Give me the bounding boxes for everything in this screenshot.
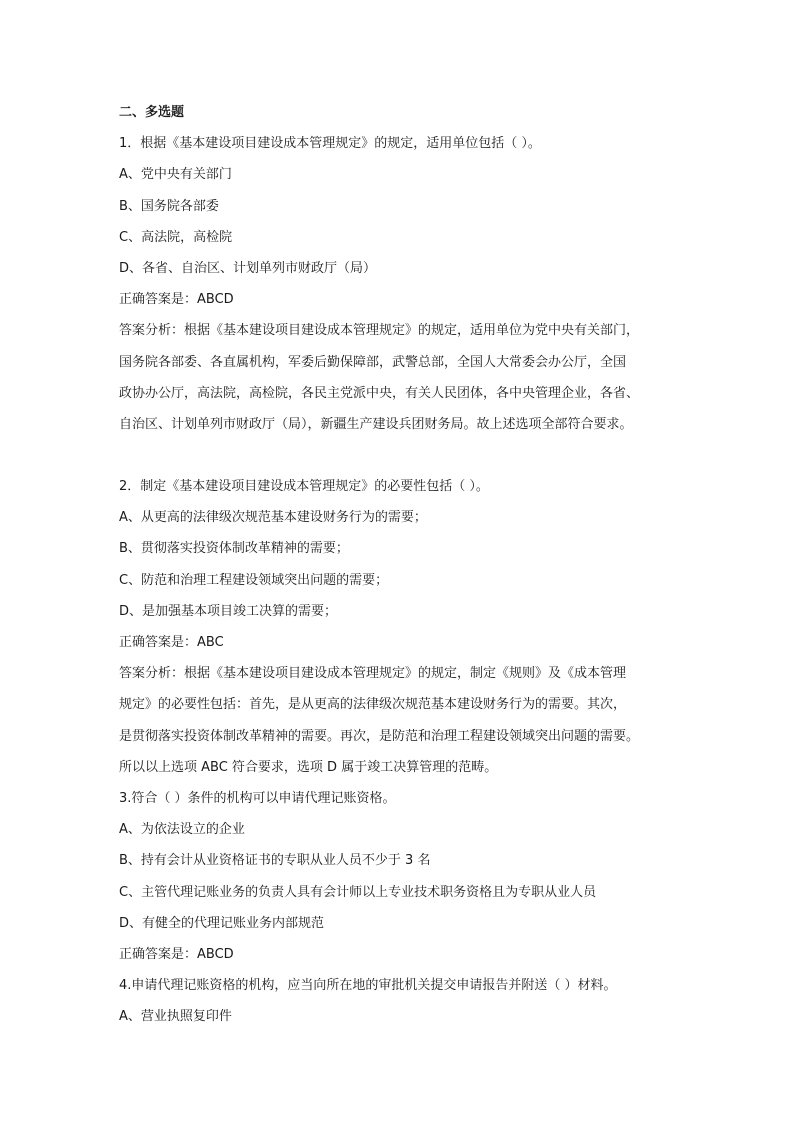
option-c: C、防范和治理工程建设领域突出问题的需要； [119, 572, 389, 588]
option-b: B、持有会计从业资格证书的专职从业人员不少于 3 名 [119, 853, 431, 869]
option-a: A、营业执照复印件 [119, 1009, 232, 1025]
option-d: D、是加强基本项目竣工决算的需要； [119, 603, 338, 619]
option-a: A、从更高的法律级次规范基本建设财务行为的需要； [119, 510, 427, 526]
correct-answer: 正确答案是：ABCD [119, 946, 234, 962]
question-stem: 3.符合（ ）条件的机构可以申请代理记账资格。 [119, 790, 396, 806]
section-title: 二、多选题 [119, 105, 185, 120]
analysis-line: 自治区、计划单列市财政厅（局），新疆生产建设兵团财务局。故上述选项全部符合要求。 [119, 416, 633, 432]
question-stem: 1．根据《基本建设项目建设成本管理规定》的规定，适用单位包括（ ）。 [119, 136, 541, 152]
option-a: A、党中央有关部门 [119, 167, 232, 183]
question-1 [119, 128, 694, 440]
option-a: A、为依法设立的企业 [119, 822, 245, 838]
spacer [119, 440, 694, 471]
analysis-line: 所以以上选项 ABC 符合要求，选项 D 属于竣工决算管理的范畴。 [119, 759, 498, 775]
analysis-line: 答案分析：根据《基本建设项目建设成本管理规定》的规定，制定《规则》及《成本管理 [119, 666, 627, 682]
analysis-line: 规定》的必要性包括：首先，是从更高的法律级次规范基本建设财务行为的需要。其次， [119, 697, 627, 713]
analysis-line: 政协办公厅，高法院，高检院，各民主党派中央，有关人民团体，各中央管理企业，各省、 [119, 385, 640, 401]
analysis-line: 国务院各部委、各直属机构，军委后勤保障部，武警总部，全国人大常委会办公厅，全国 [119, 354, 627, 370]
question-3 [119, 783, 694, 970]
correct-answer: 正确答案是：ABCD [119, 292, 234, 308]
document-content [119, 97, 694, 1032]
option-c: C、主管代理记账业务的负责人具有会计师以上专业技术职务资格且为专职从业人员 [119, 884, 597, 900]
correct-answer: 正确答案是：ABC [119, 635, 224, 650]
analysis-line: 是贯彻落实投资体制改革精神的需要。再次，是防范和治理工程建设领域突出问题的需要。 [119, 728, 640, 744]
analysis-line: 答案分析：根据《基本建设项目建设成本管理规定》的规定，适用单位为党中央有关部门， [119, 323, 640, 339]
question-4 [119, 970, 694, 1032]
option-d: D、各省、自治区、计划单列市财政厅（局） [119, 260, 377, 276]
option-d: D、有健全的代理记账业务内部规范 [119, 915, 325, 931]
option-c: C、高法院，高检院 [119, 229, 233, 245]
option-b: B、国务院各部委 [119, 198, 219, 214]
option-b: B、贯彻落实投资体制改革精神的需要； [119, 541, 349, 557]
question-stem: 4.申请代理记账资格的机构，应当向所在地的审批机关提交申请报告并附送（ ）材料。 [119, 978, 617, 994]
question-stem: 2．制定《基本建设项目建设成本管理规定》的必要性包括（ ）。 [119, 479, 489, 495]
question-2 [119, 471, 694, 783]
